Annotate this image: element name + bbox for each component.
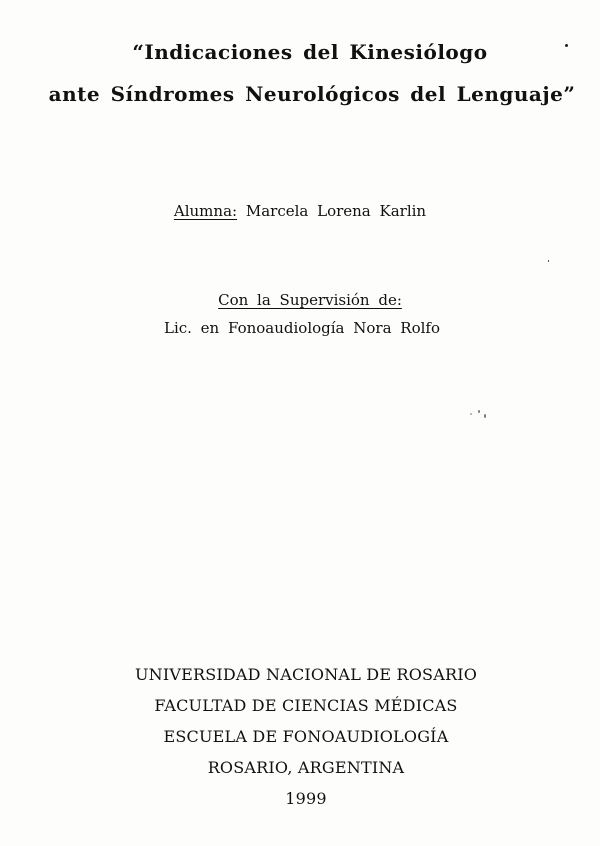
school-name: ESCUELA DE FONOAUDIOLOGÍA bbox=[163, 727, 449, 746]
title-line-1: “Indicaciones del Kinesiólogo bbox=[132, 40, 488, 64]
scan-speck bbox=[548, 260, 549, 262]
supervision-label: Con la Supervisión de: bbox=[218, 291, 402, 309]
student-label: Alumna: bbox=[173, 202, 238, 220]
year: 1999 bbox=[285, 789, 327, 808]
scan-speck bbox=[470, 413, 472, 415]
scan-speck bbox=[565, 44, 568, 47]
scan-speck bbox=[484, 414, 486, 418]
faculty-name: FACULTAD DE CIENCIAS MÉDICAS bbox=[154, 696, 458, 715]
supervisor-name: Lic. en Fonoaudiología Nora Rolfo bbox=[163, 319, 441, 337]
title-line-2: ante Síndromes Neurológicos del Lenguaje” bbox=[48, 82, 576, 106]
scan-speck bbox=[478, 410, 480, 413]
student-name: Marcela Lorena Karlin bbox=[245, 202, 427, 220]
student-line bbox=[0, 202, 600, 220]
university-name: UNIVERSIDAD NACIONAL DE ROSARIO bbox=[134, 665, 478, 684]
location: ROSARIO, ARGENTINA bbox=[207, 758, 405, 777]
